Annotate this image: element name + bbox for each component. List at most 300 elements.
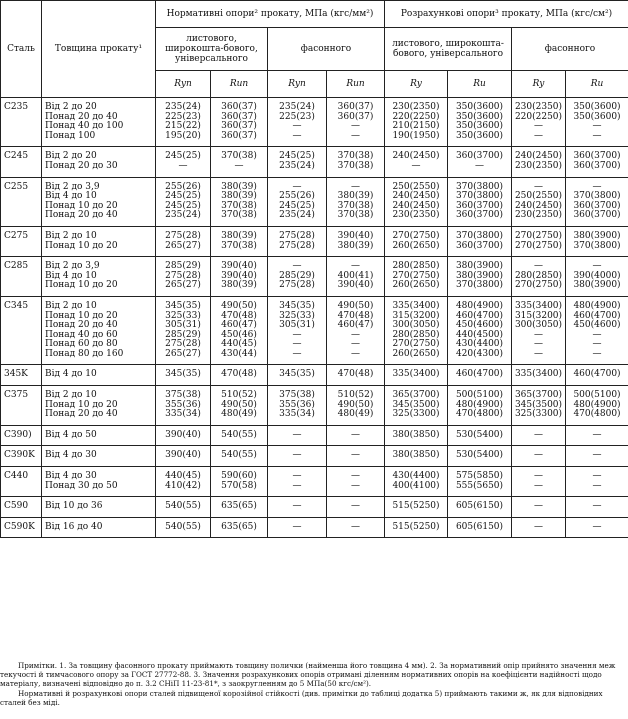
- ru-shaped-cell: [566, 98, 628, 147]
- ru-sheet-value: 350(3600): [455, 130, 504, 141]
- ru-shaped-value: 380(3900): [573, 280, 621, 291]
- ru-shaped-cell: [566, 497, 628, 518]
- ru-shaped-value: —: [592, 450, 602, 461]
- ry-shaped-cell: [512, 425, 566, 446]
- ru-sheet-cell: [448, 226, 512, 256]
- ryn-sheet-cell: [156, 98, 211, 147]
- ru-shaped-value: —: [592, 130, 602, 141]
- thickness-value: Понад 100: [45, 130, 96, 141]
- run-shaped-value: —: [351, 501, 360, 512]
- run-sheet-value: 590(60): [221, 471, 257, 482]
- run-shaped-value: —: [351, 329, 360, 340]
- ryn-sheet-value: 245(25): [165, 151, 201, 162]
- run-shaped-cell: [327, 226, 385, 256]
- run-sheet-value: 440(45): [221, 339, 257, 350]
- ryn-sheet-cell: [156, 517, 211, 538]
- run-shaped-value: 380(39): [337, 191, 374, 202]
- ry-shaped-value: 270(2750): [514, 230, 563, 241]
- ru-shaped-cell: [566, 147, 628, 177]
- run-sheet-value: 370(38): [221, 200, 257, 211]
- ryn-shaped-value: —: [292, 261, 302, 272]
- ryn-shaped-value: —: [292, 339, 302, 350]
- ry-sheet-value: 335(3400): [392, 369, 440, 380]
- ry-shaped-value: —: [534, 348, 543, 359]
- run-shaped-value: 360(37): [337, 111, 374, 122]
- ryn-sheet-value: 265(27): [165, 348, 201, 359]
- steel-grade: C375: [1, 386, 42, 426]
- run-sheet-cell: [211, 517, 268, 538]
- run-shaped-value: 370(38): [337, 151, 374, 162]
- ry-sheet-value: 190(1950): [392, 130, 440, 141]
- run-shaped-value: 510(52): [337, 390, 374, 401]
- ryn-sheet-value: 345(35): [165, 300, 201, 311]
- ru-sheet-value: —: [475, 160, 484, 171]
- header-ryn-sheet: Ryn: [156, 71, 211, 98]
- table-row: [1, 446, 628, 467]
- run-sheet-cell: [211, 446, 268, 467]
- thickness-cell: [42, 226, 156, 256]
- ru-shaped-value: —: [592, 429, 602, 440]
- header-ry-sheet: Ry: [385, 71, 448, 98]
- ru-shaped-value: 470(4800): [573, 409, 621, 420]
- ru-sheet-value: 370(3800): [455, 230, 504, 241]
- ru-sheet-cell: [448, 497, 512, 518]
- run-sheet-value: 360(37): [221, 111, 257, 122]
- ru-sheet-value: 480(4900): [455, 300, 504, 311]
- ryn-shaped-value: —: [292, 181, 302, 192]
- ru-shaped-value: —: [592, 480, 602, 491]
- header-ryn-shaped: Ryn: [268, 71, 327, 98]
- ru-sheet-value: 530(5400): [455, 450, 504, 461]
- ru-sheet-value: 480(4900): [455, 399, 504, 410]
- ryn-sheet-value: 440(45): [165, 471, 201, 482]
- run-sheet-value: 460(47): [221, 320, 257, 331]
- run-shaped-value: 370(38): [337, 210, 374, 221]
- ry-shaped-value: 270(2750): [514, 280, 563, 291]
- ry-sheet-value: 240(2450): [392, 191, 440, 202]
- ry-shaped-value: —: [534, 471, 543, 482]
- ry-sheet-cell: [385, 446, 448, 467]
- table-row: [1, 365, 628, 386]
- run-sheet-value: 380(39): [221, 230, 257, 241]
- thickness-cell: [42, 446, 156, 467]
- thickness-cell: [42, 467, 156, 497]
- run-sheet-value: 635(65): [221, 501, 257, 512]
- thickness-value: Понад 20 до 40: [45, 210, 118, 221]
- header-design: Розрахункові опори³ прокату, МПа (кгс/см²): [385, 1, 628, 28]
- ru-shaped-value: 480(4900): [573, 300, 621, 311]
- ryn-shaped-value: 375(38): [279, 390, 315, 401]
- ru-sheet-value: 350(3600): [455, 111, 504, 122]
- thickness-cell: [42, 257, 156, 297]
- thickness-value: Від 2 до 10: [45, 300, 97, 311]
- ru-sheet-cell: [448, 177, 512, 226]
- ry-sheet-value: 280(2850): [392, 329, 440, 340]
- ryn-shaped-value: —: [292, 450, 302, 461]
- ry-shaped-value: —: [534, 429, 543, 440]
- thickness-value: Понад 10 до 20: [45, 240, 118, 251]
- ry-sheet-cell: [385, 257, 448, 297]
- ryn-shaped-value: 235(24): [279, 160, 315, 171]
- ryn-sheet-value: 265(27): [165, 240, 201, 251]
- ryn-shaped-cell: [268, 98, 327, 147]
- ry-shaped-cell: [512, 365, 566, 386]
- ry-shaped-value: —: [534, 121, 543, 132]
- run-sheet-value: 510(52): [221, 390, 257, 401]
- ru-shaped-cell: [566, 257, 628, 297]
- footnote-1: Примітки. 1. За товщину фасонного прокату приймають товщину полички (найменша його товщина 4 мм). 2. За нормативний опір прийнято значення меж текучості й тимчасового опору за ГОСТ 27772-88. 3. Значення розрахункових опорів отримані діленням нормативних опорів на коефіцієнти надійності щодо матеріалу, визначені відповідно до п. 3.2 СНіП 11-23-81*, з заокругленням до 5 МПа(50 кгс/см²).: [0, 661, 616, 689]
- table-row: [1, 296, 628, 365]
- ru-sheet-cell: [448, 425, 512, 446]
- ru-sheet-value: 430(4400): [455, 339, 504, 350]
- run-shaped-value: 380(39): [337, 240, 374, 251]
- thickness-value: Від 2 до 20: [45, 151, 97, 162]
- header-ru-sheet: Ru: [448, 71, 512, 98]
- ryn-sheet-value: 540(55): [165, 521, 201, 532]
- ryn-shaped-value: 255(26): [279, 191, 315, 202]
- header-normative: Нормативні опори² прокату, МПа (кгс/мм²): [156, 1, 385, 28]
- run-shaped-value: —: [351, 471, 360, 482]
- ry-sheet-value: 240(2450): [392, 151, 440, 162]
- ryn-sheet-value: 265(27): [165, 280, 201, 291]
- ru-sheet-value: 555(5650): [455, 480, 504, 491]
- ryn-sheet-value: 540(55): [165, 501, 201, 512]
- ru-sheet-value: 370(3800): [455, 191, 504, 202]
- run-shaped-value: 390(40): [337, 280, 374, 291]
- ru-sheet-value: 460(4700): [455, 369, 504, 380]
- run-shaped-cell: [327, 296, 385, 365]
- ru-shaped-value: 460(4700): [573, 310, 621, 321]
- steel-grade: C255: [1, 177, 42, 226]
- table-row: [1, 497, 628, 518]
- ru-shaped-value: 360(3700): [573, 151, 621, 162]
- ry-sheet-value: 210(2150): [392, 121, 440, 132]
- ryn-shaped-cell: [268, 425, 327, 446]
- ry-sheet-value: 300(3050): [392, 320, 440, 331]
- ru-shaped-value: 390(4000): [573, 270, 621, 281]
- ryn-sheet-value: 245(25): [165, 191, 201, 202]
- ry-sheet-cell: [385, 386, 448, 426]
- table-row: [1, 177, 628, 226]
- run-sheet-value: 370(38): [221, 151, 257, 162]
- ry-sheet-cell: [385, 425, 448, 446]
- ryn-shaped-cell: [268, 517, 327, 538]
- ryn-sheet-value: 275(28): [165, 339, 201, 350]
- table-row: [1, 467, 628, 497]
- run-sheet-cell: [211, 296, 268, 365]
- ryn-sheet-value: 215(22): [165, 121, 201, 132]
- steel-grade: C285: [1, 257, 42, 297]
- ru-sheet-cell: [448, 517, 512, 538]
- ru-shaped-value: 360(3700): [573, 210, 621, 221]
- ry-shaped-cell: [512, 497, 566, 518]
- ru-sheet-value: 380(3900): [455, 270, 504, 281]
- run-shaped-cell: [327, 98, 385, 147]
- ry-sheet-value: 240(2450): [392, 200, 440, 211]
- ryn-sheet-value: 235(24): [165, 102, 201, 112]
- ryn-shaped-cell: [268, 446, 327, 467]
- steel-grade: C235: [1, 98, 42, 147]
- ryn-sheet-cell: [156, 386, 211, 426]
- header-thickness: Товщина прокату¹: [42, 1, 156, 98]
- table-row: [1, 98, 628, 147]
- ru-sheet-value: 360(3700): [455, 210, 504, 221]
- ry-shaped-cell: [512, 226, 566, 256]
- steel-grade: C275: [1, 226, 42, 256]
- ryn-shaped-value: —: [292, 471, 302, 482]
- run-sheet-value: 380(39): [221, 280, 257, 291]
- run-shaped-value: 490(50): [337, 300, 374, 311]
- run-shaped-value: 480(49): [337, 409, 374, 420]
- steel-grade: C390K: [1, 446, 42, 467]
- ru-shaped-cell: [566, 425, 628, 446]
- run-sheet-value: 370(38): [221, 210, 257, 221]
- ryn-shaped-cell: [268, 226, 327, 256]
- ru-shaped-value: 380(3900): [573, 230, 621, 241]
- ryn-shaped-value: 245(25): [279, 151, 315, 162]
- ru-shaped-value: 370(3800): [573, 191, 621, 202]
- ru-sheet-value: 350(3600): [455, 102, 504, 112]
- thickness-value: Від 2 до 3,9: [45, 181, 100, 192]
- ru-shaped-cell: [566, 517, 628, 538]
- ry-shaped-cell: [512, 446, 566, 467]
- ryn-shaped-cell: [268, 365, 327, 386]
- ry-shaped-cell: [512, 147, 566, 177]
- ry-sheet-value: 315(3200): [392, 310, 440, 321]
- run-sheet-value: 380(39): [221, 191, 257, 202]
- ru-sheet-value: 500(5100): [455, 390, 504, 401]
- ru-sheet-value: 575(5850): [455, 471, 504, 482]
- ry-shaped-cell: [512, 177, 566, 226]
- ru-shaped-value: —: [592, 521, 602, 532]
- header-ru-shaped: Ru: [566, 71, 628, 98]
- ryn-sheet-value: 285(29): [165, 261, 201, 272]
- ry-shaped-value: 230(2350): [514, 102, 563, 112]
- run-sheet-value: 450(46): [221, 329, 257, 340]
- table-row: [1, 257, 628, 297]
- ry-sheet-value: 380(3850): [392, 429, 440, 440]
- ry-sheet-value: 260(2650): [392, 280, 440, 291]
- ryn-shaped-value: —: [292, 121, 302, 132]
- thickness-cell: [42, 517, 156, 538]
- ryn-shaped-value: 235(24): [279, 102, 315, 112]
- run-sheet-value: 470(48): [221, 310, 257, 321]
- ru-shaped-value: —: [592, 471, 602, 482]
- ryn-shaped-value: —: [292, 348, 302, 359]
- ryn-sheet-value: 255(26): [165, 181, 201, 192]
- header-normative-shaped: фасонного: [268, 28, 385, 71]
- run-shaped-cell: [327, 147, 385, 177]
- run-sheet-cell: [211, 386, 268, 426]
- run-shaped-value: 490(50): [337, 399, 374, 410]
- ryn-sheet-cell: [156, 177, 211, 226]
- ryn-shaped-value: 275(28): [279, 240, 315, 251]
- ry-shaped-value: 335(3400): [514, 300, 563, 311]
- header-run-sheet: Run: [211, 71, 268, 98]
- run-shaped-value: 470(48): [337, 310, 374, 321]
- run-shaped-cell: [327, 425, 385, 446]
- ru-sheet-cell: [448, 296, 512, 365]
- header-design-shaped: фасонного: [512, 28, 628, 71]
- run-shaped-value: —: [351, 261, 360, 272]
- run-shaped-value: 470(48): [337, 369, 374, 380]
- steel-grade: C590K: [1, 517, 42, 538]
- thickness-value: Понад 40 до 60: [45, 329, 118, 340]
- run-sheet-value: 360(37): [221, 130, 257, 141]
- ry-shaped-value: 345(3500): [514, 399, 563, 410]
- header-ry-shaped: Ry: [512, 71, 566, 98]
- run-shaped-cell: [327, 386, 385, 426]
- run-shaped-value: 370(38): [337, 200, 374, 211]
- thickness-cell: [42, 296, 156, 365]
- ryn-shaped-value: 335(34): [279, 409, 315, 420]
- ryn-sheet-value: 390(40): [165, 429, 201, 440]
- run-shaped-value: 370(38): [337, 160, 374, 171]
- ry-sheet-value: 260(2650): [392, 240, 440, 251]
- ru-sheet-cell: [448, 446, 512, 467]
- run-shaped-cell: [327, 446, 385, 467]
- run-shaped-cell: [327, 177, 385, 226]
- ryn-shaped-value: 345(35): [279, 300, 315, 311]
- ry-sheet-value: 345(3500): [392, 399, 440, 410]
- thickness-value: Від 4 до 30: [45, 450, 97, 461]
- run-sheet-value: 370(38): [221, 240, 257, 251]
- thickness-value: Понад 20 до 40: [45, 111, 118, 122]
- run-shaped-cell: [327, 257, 385, 297]
- footnotes: [0, 661, 628, 707]
- ry-sheet-value: 515(5250): [392, 521, 440, 532]
- ru-sheet-value: 530(5400): [455, 429, 504, 440]
- ru-sheet-value: 370(3800): [455, 280, 504, 291]
- ry-shaped-value: 280(2850): [514, 270, 563, 281]
- run-shaped-cell: [327, 467, 385, 497]
- ru-shaped-value: —: [592, 339, 602, 350]
- thickness-value: Понад 20 до 40: [45, 320, 118, 331]
- steel-grade: 345K: [1, 365, 42, 386]
- thickness-value: Понад 40 до 100: [45, 121, 124, 132]
- ry-shaped-value: 365(3700): [514, 390, 563, 401]
- ru-shaped-value: 450(4600): [573, 320, 621, 331]
- ry-shaped-value: 240(2450): [514, 151, 563, 162]
- ryn-sheet-value: 345(35): [165, 369, 201, 380]
- thickness-value: Від 4 до 10: [45, 191, 97, 202]
- thickness-value: Понад 80 до 160: [45, 348, 124, 359]
- ryn-sheet-value: 325(33): [165, 310, 201, 321]
- ru-shaped-cell: [566, 177, 628, 226]
- run-sheet-value: 635(65): [221, 521, 257, 532]
- run-sheet-value: 360(37): [221, 102, 257, 112]
- ry-shaped-value: 230(2350): [514, 160, 563, 171]
- ry-shaped-value: —: [534, 501, 543, 512]
- ryn-sheet-cell: [156, 147, 211, 177]
- ru-shaped-cell: [566, 467, 628, 497]
- thickness-value: Понад 10 до 20: [45, 200, 118, 211]
- ry-shaped-value: 240(2450): [514, 200, 563, 211]
- ry-sheet-cell: [385, 226, 448, 256]
- ryn-shaped-value: —: [292, 429, 302, 440]
- ru-shaped-value: —: [592, 501, 602, 512]
- ry-shaped-cell: [512, 386, 566, 426]
- run-shaped-value: 360(37): [337, 102, 374, 112]
- ryn-sheet-value: 410(42): [165, 480, 201, 491]
- ru-sheet-cell: [448, 365, 512, 386]
- ryn-shaped-value: 285(29): [279, 270, 315, 281]
- ru-sheet-value: 360(3700): [455, 200, 504, 211]
- thickness-cell: [42, 386, 156, 426]
- ry-shaped-value: —: [534, 261, 543, 272]
- run-shaped-value: —: [351, 130, 360, 141]
- ru-sheet-cell: [448, 467, 512, 497]
- ru-shaped-cell: [566, 446, 628, 467]
- ru-shaped-value: 370(3800): [573, 240, 621, 251]
- run-shaped-value: 460(47): [337, 320, 374, 331]
- header-run-shaped: Run: [327, 71, 385, 98]
- run-sheet-value: 430(44): [221, 348, 257, 359]
- ru-sheet-value: 380(3900): [455, 261, 504, 272]
- ryn-shaped-value: 275(28): [279, 280, 315, 291]
- run-shaped-value: —: [351, 480, 360, 491]
- run-sheet-value: —: [234, 160, 244, 171]
- ryn-shaped-value: —: [292, 329, 302, 340]
- ry-sheet-value: 325(3300): [392, 409, 440, 420]
- thickness-cell: [42, 147, 156, 177]
- ryn-shaped-value: 245(25): [279, 200, 315, 211]
- thickness-cell: [42, 98, 156, 147]
- ry-sheet-value: 365(3700): [392, 390, 440, 401]
- ryn-sheet-cell: [156, 446, 211, 467]
- ry-shaped-value: —: [534, 450, 543, 461]
- ry-shaped-cell: [512, 257, 566, 297]
- ryn-sheet-value: —: [178, 160, 188, 171]
- ryn-sheet-cell: [156, 425, 211, 446]
- ru-shaped-value: —: [592, 121, 602, 132]
- thickness-value: Понад 20 до 40: [45, 409, 118, 420]
- ry-shaped-cell: [512, 467, 566, 497]
- thickness-value: Понад 60 до 80: [45, 339, 118, 350]
- ru-sheet-value: 605(6150): [455, 521, 504, 532]
- ry-shaped-cell: [512, 296, 566, 365]
- table-row: [1, 147, 628, 177]
- run-sheet-cell: [211, 425, 268, 446]
- ry-shaped-value: —: [534, 339, 543, 350]
- ru-shaped-cell: [566, 365, 628, 386]
- thickness-cell: [42, 177, 156, 226]
- thickness-value: Від 4 до 10: [45, 369, 97, 380]
- thickness-value: Від 2 до 3,9: [45, 261, 100, 272]
- ryn-sheet-value: 195(20): [165, 130, 201, 141]
- ry-sheet-cell: [385, 497, 448, 518]
- thickness-value: Від 2 до 10: [45, 390, 97, 401]
- ry-shaped-cell: [512, 517, 566, 538]
- run-shaped-cell: [327, 365, 385, 386]
- ru-sheet-value: 440(4500): [455, 329, 504, 340]
- ry-sheet-cell: [385, 517, 448, 538]
- run-sheet-value: 570(58): [221, 480, 257, 491]
- ryn-shaped-value: 355(36): [279, 399, 315, 410]
- run-shaped-value: —: [351, 121, 360, 132]
- ry-shaped-value: 270(2750): [514, 240, 563, 251]
- steel-grade: C245: [1, 147, 42, 177]
- ryn-shaped-value: 225(23): [279, 111, 315, 122]
- run-shaped-value: 390(40): [337, 230, 374, 241]
- ru-sheet-cell: [448, 98, 512, 147]
- ru-sheet-value: 350(3600): [455, 121, 504, 132]
- ryn-shaped-value: 325(33): [279, 310, 315, 321]
- run-sheet-value: 540(55): [221, 450, 257, 461]
- ryn-sheet-cell: [156, 365, 211, 386]
- ryn-shaped-cell: [268, 257, 327, 297]
- ryn-sheet-value: 305(31): [165, 320, 201, 331]
